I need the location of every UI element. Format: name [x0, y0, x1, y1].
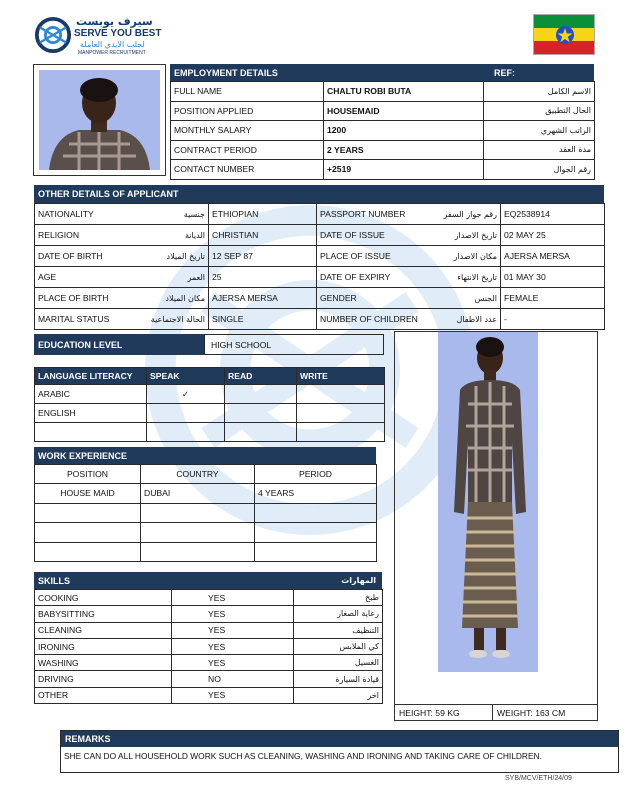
skill-arabic-name: رعاية الصغار: [294, 606, 383, 622]
language-row: [35, 404, 385, 423]
work-column-header: PERIOD: [255, 465, 377, 484]
detail-arabic-label: الجنس: [407, 288, 501, 309]
detail-value: FEMALE: [501, 288, 605, 309]
detail-arabic-label: جنسية: [139, 204, 209, 225]
applicant-full-body-photo: [438, 332, 538, 672]
work-position: [35, 542, 141, 562]
ethiopia-flag: [533, 14, 595, 55]
employment-label: CONTACT NUMBER: [171, 160, 324, 180]
language-row: [35, 423, 385, 442]
work-experience-table: [34, 464, 377, 562]
skill-name: OTHER: [35, 687, 172, 703]
detail-label: DATE OF BIRTH: [35, 246, 139, 267]
language-write: [297, 385, 385, 404]
weight-value: WEIGHT: 163 CM: [497, 708, 566, 718]
detail-value: SINGLE: [209, 309, 317, 330]
logo-arabic-name: سيرف يوبست: [76, 15, 153, 28]
work-position: [35, 503, 141, 523]
skill-arabic-name: كي الملابس: [294, 638, 383, 654]
employment-label: CONTRACT PERIOD: [171, 140, 324, 160]
skill-name: IRONING: [35, 638, 172, 654]
detail-label: DATE OF ISSUE: [317, 225, 407, 246]
employment-row: [171, 82, 595, 102]
other-details-row: [35, 309, 605, 330]
detail-value: AJERSA MERSA: [209, 288, 317, 309]
detail-arabic-label: تاريخ الميلاد: [139, 246, 209, 267]
skill-value: NO: [172, 671, 294, 687]
measurements-row: [395, 704, 597, 721]
work-experience-header: WORK EXPERIENCE: [34, 447, 376, 464]
skill-row: [35, 687, 383, 703]
employment-value: +2519: [324, 160, 484, 180]
other-details-row: [35, 288, 605, 309]
employment-value: CHALTU ROBI BUTA: [324, 82, 484, 102]
employment-arabic-label: الحال التطبيق: [484, 101, 595, 121]
applicant-portrait-photo: [39, 70, 160, 170]
work-row: [35, 484, 377, 504]
detail-label: GENDER: [317, 288, 407, 309]
employment-row: [171, 121, 595, 141]
skill-value: YES: [172, 687, 294, 703]
detail-label: AGE: [35, 267, 139, 288]
work-column-header: COUNTRY: [141, 465, 255, 484]
language-read: [225, 423, 297, 442]
work-column-header: POSITION: [35, 465, 141, 484]
flag-emblem-icon: [554, 24, 576, 46]
skills-header-arabic: المهارات: [341, 576, 376, 585]
detail-label: RELIGION: [35, 225, 139, 246]
ref-label: REF:: [490, 64, 594, 81]
detail-label: PLACE OF BIRTH: [35, 288, 139, 309]
language-write: [297, 404, 385, 423]
detail-label: MARITAL STATUS: [35, 309, 139, 330]
detail-value: 25: [209, 267, 317, 288]
language-read: [225, 385, 297, 404]
education-level-value: HIGH SCHOOL: [204, 334, 384, 355]
detail-label: NATIONALITY: [35, 204, 139, 225]
language-literacy-table: [34, 367, 385, 442]
detail-label: NUMBER OF CHILDREN: [317, 309, 407, 330]
applicant-photo-frame: [33, 64, 166, 176]
work-period: 4 YEARS: [255, 484, 377, 504]
language-column-header: READ: [225, 368, 297, 385]
work-position: HOUSE MAID: [35, 484, 141, 504]
work-period: [255, 503, 377, 523]
detail-value: -: [501, 309, 605, 330]
employment-value: 1200: [324, 121, 484, 141]
detail-arabic-label: مكان الميلاد: [139, 288, 209, 309]
detail-arabic-label: الحالة الاجتماعية: [139, 309, 209, 330]
detail-value: CHRISTIAN: [209, 225, 317, 246]
skill-value: YES: [172, 606, 294, 622]
detail-label: PLACE OF ISSUE: [317, 246, 407, 267]
other-details-row: [35, 204, 605, 225]
detail-arabic-label: مكان الاصدار: [407, 246, 501, 267]
logo-arabic-sub: لجلب الايدي العاملة: [80, 40, 145, 49]
work-row: [35, 503, 377, 523]
skill-row: [35, 671, 383, 687]
language-speak: [147, 404, 225, 423]
skill-arabic-name: قيادة السيارة: [294, 671, 383, 687]
language-speak: ✓: [147, 385, 225, 404]
detail-value: EQ2538914: [501, 204, 605, 225]
logo-emblem-icon: [34, 15, 72, 55]
detail-label: PASSPORT NUMBER: [317, 204, 407, 225]
height-value: HEIGHT: 59 KG: [395, 705, 493, 721]
detail-arabic-label: تاريخ الانتهاء: [407, 267, 501, 288]
employment-value: HOUSEMAID: [324, 101, 484, 121]
other-details-row: [35, 225, 605, 246]
language-read: [225, 404, 297, 423]
skill-row: [35, 655, 383, 671]
detail-arabic-label: تاريخ الاصدار: [407, 225, 501, 246]
language-name: ARABIC: [35, 385, 147, 404]
detail-value: 01 MAY 30: [501, 267, 605, 288]
skill-name: BABYSITTING: [35, 606, 172, 622]
language-column-header: SPEAK: [147, 368, 225, 385]
detail-label: DATE OF EXPIRY: [317, 267, 407, 288]
education-level-header: EDUCATION LEVEL: [34, 334, 204, 355]
employment-label: MONTHLY SALARY: [171, 121, 324, 141]
detail-arabic-label: الديانة: [139, 225, 209, 246]
other-details-row: [35, 267, 605, 288]
skill-value: YES: [172, 622, 294, 638]
work-row: [35, 542, 377, 562]
employment-label: POSITION APPLIED: [171, 101, 324, 121]
employment-arabic-label: الاسم الكامل: [484, 82, 595, 102]
skill-arabic-name: طبخ: [294, 590, 383, 606]
skills-header-label: SKILLS: [38, 575, 71, 586]
skill-name: DRIVING: [35, 671, 172, 687]
skill-row: [35, 606, 383, 622]
full-body-photo-frame: [394, 331, 598, 721]
detail-value: ETHIOPIAN: [209, 204, 317, 225]
detail-arabic-label: عدد الاطفال: [407, 309, 501, 330]
skill-arabic-name: اخر: [294, 687, 383, 703]
employment-arabic-label: رقم الجوال: [484, 160, 595, 180]
skill-value: YES: [172, 638, 294, 654]
work-position: [35, 523, 141, 543]
work-country: [141, 523, 255, 543]
logo-sub: MANPOWER RECRUITMENT: [78, 50, 146, 56]
language-column-header: LANGUAGE LITERACY: [35, 368, 147, 385]
employment-arabic-label: مدة العقد: [484, 140, 595, 160]
language-speak: [147, 423, 225, 442]
skill-arabic-name: الغسيل: [294, 655, 383, 671]
employment-details-header: EMPLOYMENT DETAILS: [170, 64, 490, 81]
skill-row: [35, 590, 383, 606]
other-details-header: OTHER DETAILS OF APPLICANT: [34, 185, 604, 203]
work-period: [255, 523, 377, 543]
employment-value: 2 YEARS: [324, 140, 484, 160]
detail-arabic-label: رقم جواز السفر: [407, 204, 501, 225]
language-name: ENGLISH: [35, 404, 147, 423]
detail-value: 02 MAY 25: [501, 225, 605, 246]
skills-table: [34, 589, 383, 704]
work-country: [141, 542, 255, 562]
employment-row: [171, 140, 595, 160]
language-write: [297, 423, 385, 442]
remarks-header: REMARKS: [61, 731, 618, 747]
skill-value: YES: [172, 590, 294, 606]
language-name: [35, 423, 147, 442]
work-country: [141, 503, 255, 523]
employment-arabic-label: الراتب الشهري: [484, 121, 595, 141]
detail-value: 12 SEP 87: [209, 246, 317, 267]
skill-row: [35, 622, 383, 638]
language-row: [35, 385, 385, 404]
skill-name: CLEANING: [35, 622, 172, 638]
skills-header: [34, 572, 382, 589]
employment-row: [171, 160, 595, 180]
work-country: DUBAI: [141, 484, 255, 504]
skill-value: YES: [172, 655, 294, 671]
other-details-table: [34, 203, 605, 330]
other-details-row: [35, 246, 605, 267]
skill-name: WASHING: [35, 655, 172, 671]
employment-details-table: [170, 81, 595, 180]
employment-label: FULL NAME: [171, 82, 324, 102]
skill-row: [35, 638, 383, 654]
detail-arabic-label: العمر: [139, 267, 209, 288]
remarks-box: [60, 730, 619, 773]
skill-name: COOKING: [35, 590, 172, 606]
logo-name: SERVE YOU BEST: [74, 28, 162, 39]
language-column-header: WRITE: [297, 368, 385, 385]
skill-arabic-name: التنظيف: [294, 622, 383, 638]
remarks-text: SHE CAN DO ALL HOUSEHOLD WORK SUCH AS CLEANING, WASHING AND IRONING AND TAKING CARE OF CHILDREN.: [64, 751, 542, 761]
footer-reference-code: SYB/MCV/ETH/24/09: [505, 775, 572, 782]
work-period: [255, 542, 377, 562]
detail-value: AJERSA MERSA: [501, 246, 605, 267]
company-logo: [34, 15, 184, 57]
work-row: [35, 523, 377, 543]
employment-row: [171, 101, 595, 121]
